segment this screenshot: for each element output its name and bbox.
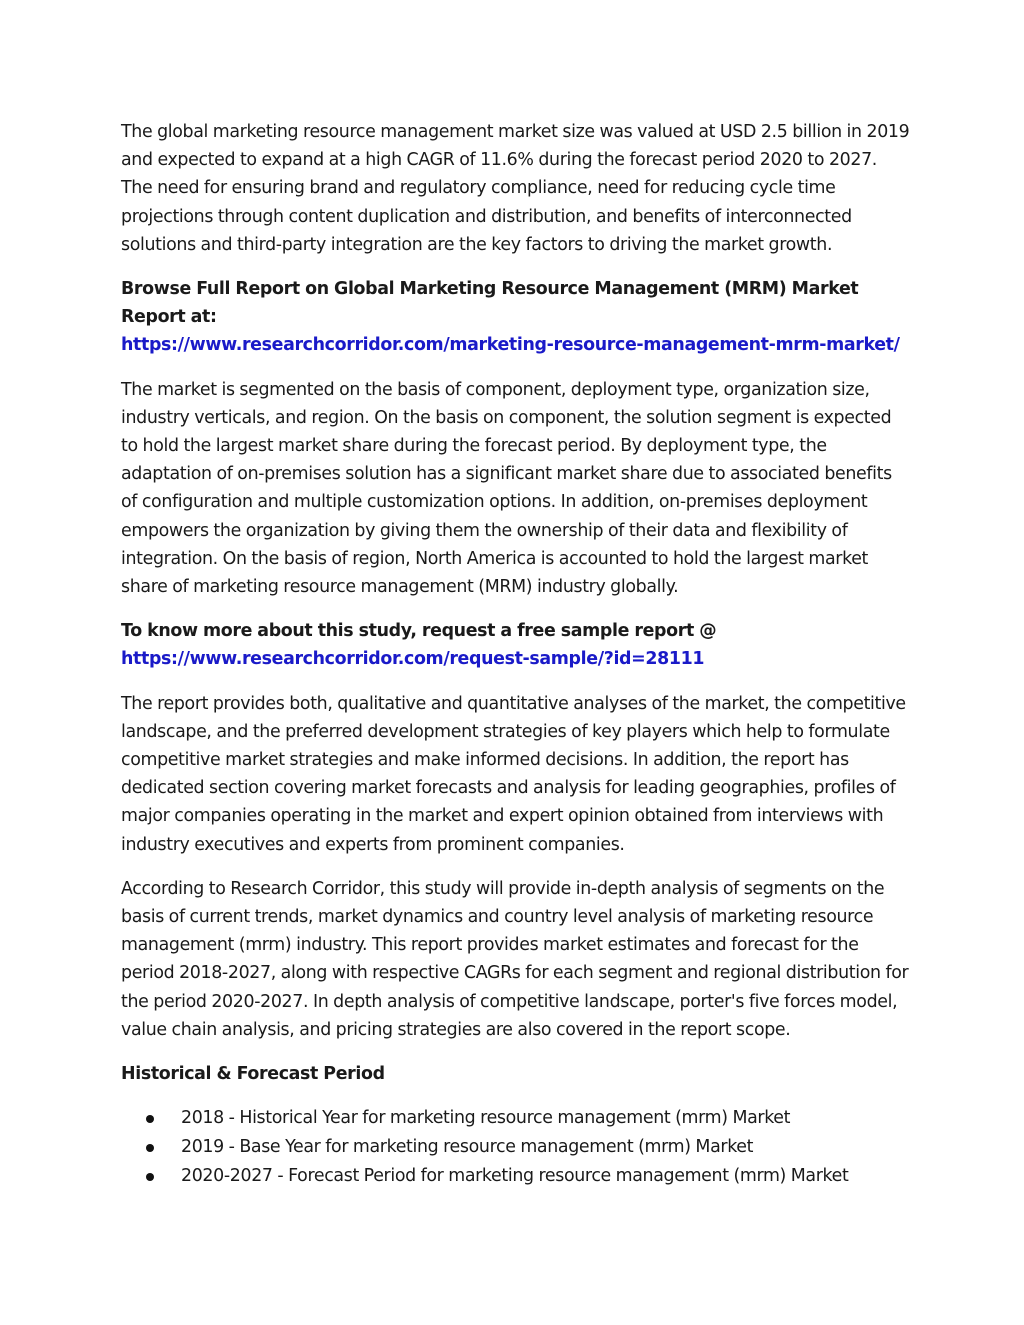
sample-report-block	[121, 617, 911, 673]
corridor-paragraph: According to Research Corridor, this study will provide in-depth analysis of segments on the basis of current trends, market dynamics and country level analysis of marketing resource management (mrm) industry. This report provides market estimates and forecast for the period 2018-2027, along with respective CAGRs for each segment and regional distribution for the period 2020-2027. In depth analysis of competitive landscape, porter's five forces model, value chain analysis, and pricing strategies are also covered in the report scope.	[121, 878, 909, 1040]
list-item-text: 2020-2027 - Forecast Period for marketing resource management (mrm) Market	[181, 1166, 849, 1187]
report-paragraph: The report provides both, qualitative and quantitative analyses of the market, the competitive landscape, and the preferred development strategies of key players which help to formulate competitive market strategies and make informed decisions. In addition, the report has dedicated section covering market forecasts and analysis for leading geographies, profiles of major companies operating in the market and expert opinion obtained from interviews with industry executives and experts from prominent companies.	[121, 693, 906, 855]
document-body	[121, 118, 911, 1191]
browse-report-label: Browse Full Report on Global Marketing Resource Management (MRM) Market Report at:	[121, 279, 859, 328]
list-item-text: 2018 - Historical Year for marketing resource management (mrm) Market	[181, 1108, 791, 1129]
intro-paragraph: The global marketing resource management market size was valued at USD 2.5 billion in 2019 and expected to expand at a high CAGR of 11.6% during the forecast period 2020 to 2027. The need for ensuring brand and regulatory compliance, need for reducing cycle time projections through content duplication and distribution, and benefits of interconnected solutions and third-party integration are the key factors to driving the market growth.	[121, 122, 910, 255]
bullet-icon	[146, 1115, 154, 1123]
sample-report-link[interactable]: https://www.researchcorridor.com/request-sample/?id=28111	[121, 649, 705, 670]
browse-report-block	[121, 275, 911, 360]
list-item	[121, 1104, 911, 1133]
period-heading: Historical & Forecast Period	[121, 1064, 385, 1085]
bullet-icon	[146, 1144, 154, 1152]
list-item	[121, 1133, 911, 1162]
segmentation-paragraph: The market is segmented on the basis of component, deployment type, organization size, industry verticals, and region. On the basis on component, the solution segment is expected to hold the largest market share during the forecast period. By deployment type, the adaptation of on-premises solution has a significant market share due to associated benefits of configuration and multiple customization options. In addition, on-premises deployment empowers the organization by giving them the ownership of their data and flexibility of integration. On the basis of region, North America is accounted to hold the largest market share of marketing resource management (MRM) industry globally.	[121, 379, 892, 598]
list-item-text: 2019 - Base Year for marketing resource management (mrm) Market	[181, 1137, 754, 1158]
browse-report-link[interactable]: https://www.researchcorridor.com/marketing-resource-management-mrm-market/	[121, 335, 900, 356]
sample-report-label: To know more about this study, request a free sample report @	[121, 621, 717, 642]
bullet-icon	[146, 1173, 154, 1181]
list-item	[121, 1162, 911, 1191]
period-list	[121, 1104, 911, 1191]
